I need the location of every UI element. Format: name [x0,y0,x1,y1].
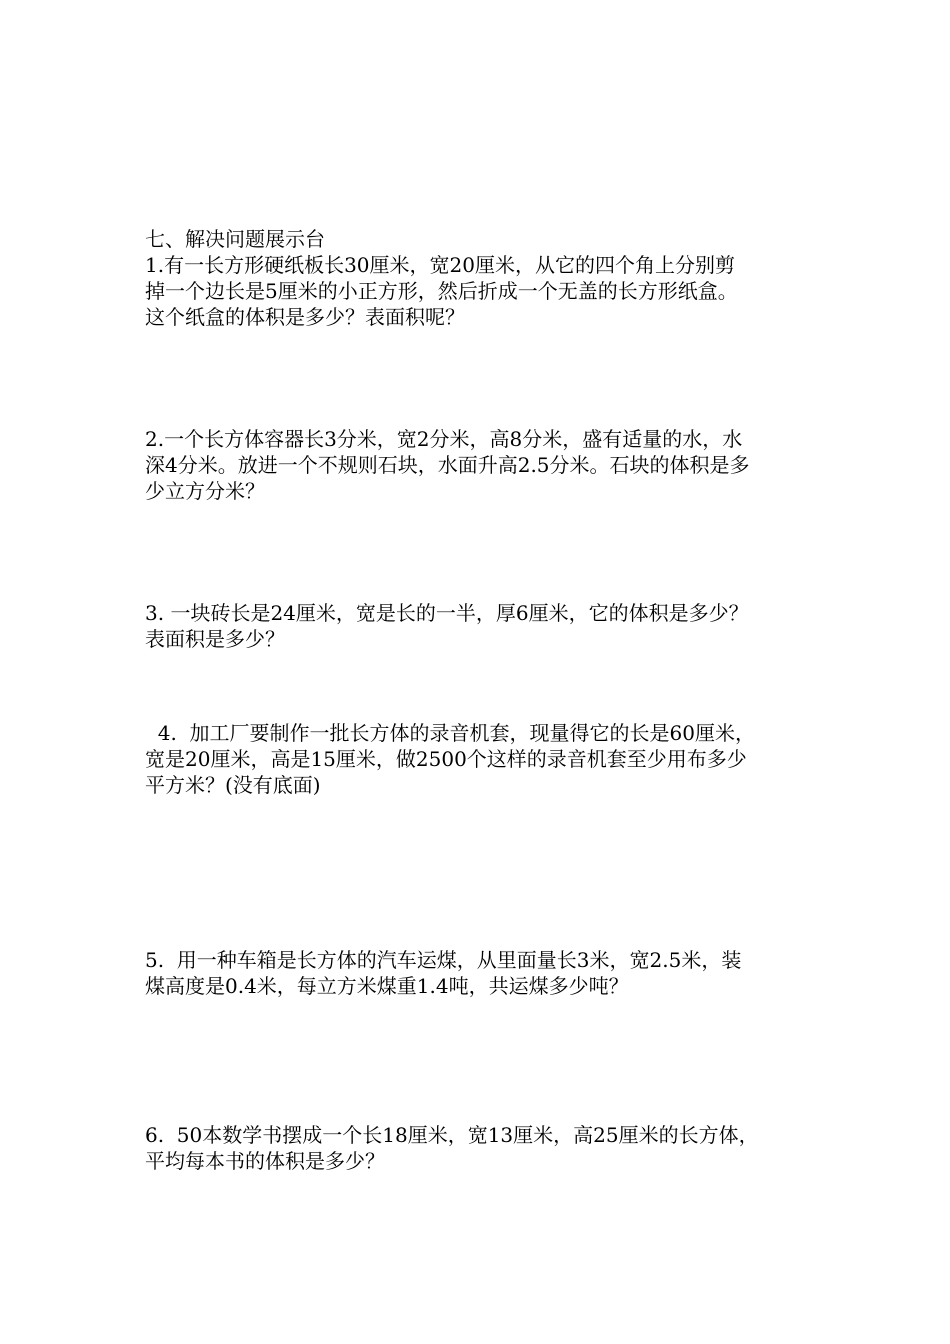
problem-4-line-2: 宽是20厘米，高是15厘米，做2500个这样的录音机套至少用布多少 [145,747,747,771]
problem-3-line-2: 表面积是多少？ [145,627,285,651]
problem-6-line-2: 平均每本书的体积是多少？ [145,1149,385,1173]
problem-1 [145,252,815,330]
problem-5-line-1: 5. 用一种车箱是长方体的汽车运煤，从里面量长3米，宽2.5米，装 [145,948,742,972]
problem-4 [145,720,815,798]
problem-5-line-2: 煤高度是0.4米，每立方米煤重1.4吨，共运煤多少吨？ [145,974,629,998]
problem-3 [145,600,815,652]
problem-5 [145,947,815,999]
problem-1-line-3: 这个纸盒的体积是多少？表面积呢？ [145,305,465,329]
section-title: 七、解决问题展示台 [145,227,325,251]
problem-4-line-1: 4. 加工厂要制作一批长方体的录音机套，现量得它的长是60厘米， [145,721,755,745]
problem-3-line-1: 3. 一块砖长是24厘米，宽是长的一半，厚6厘米，它的体积是多少？ [145,601,749,625]
problem-2 [145,426,815,504]
problem-1-line-1: 1.有一长方形硬纸板长30厘米，宽20厘米，从它的四个角上分别剪 [145,253,735,277]
problem-6-line-1: 6. 50本数学书摆成一个长18厘米，宽13厘米，高25厘米的长方体， [145,1123,759,1147]
problem-4-line-3: 平方米？(没有底面) [145,773,321,797]
problem-2-line-3: 少立方分米？ [145,479,265,503]
problem-2-line-1: 2.一个长方体容器长3分米，宽2分米，高8分米，盛有适量的水，水 [145,427,743,451]
problem-1-line-2: 掉一个边长是5厘米的小正方形，然后折成一个无盖的长方形纸盒。 [145,279,738,303]
problem-6 [145,1122,815,1174]
problem-2-line-2: 深4分米。放进一个不规则石块，水面升高2.5分米。石块的体积是多 [145,453,750,477]
